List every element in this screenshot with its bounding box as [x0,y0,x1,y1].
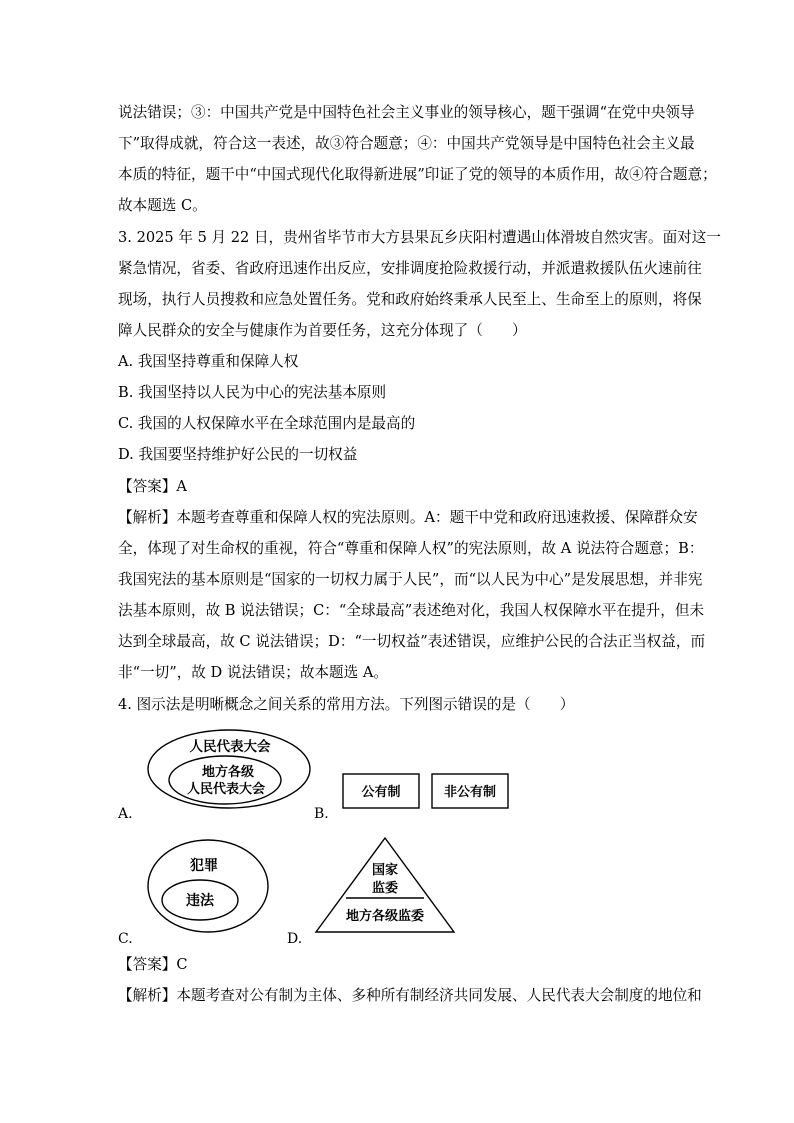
diagram-a-letter: A. [118,806,133,822]
outer-circle [148,840,268,932]
diagram-a-inner-label-1: 地方各级 [201,765,255,780]
text-line: 本质的特征，题干中“中国式现代化取得新进展”印证了党的领导的本质作用，故④符合题意； [118,166,717,183]
option-d: D. 我国要坚持维护好公民的一切权益 [118,446,358,463]
text-line: 障人民群众的安全与健康作为首要任务，这充分体现了（ ） [118,322,527,339]
diagram-c-outer-label: 犯罪 [190,858,218,874]
diagram-b-letter: B. [314,806,329,822]
text-line: 我国宪法的基本原则是“国家的一切权力属于人民”，而“以人民为中心”是发展思想，并非宪 [118,571,703,588]
analysis-text: 【解析】本题考查尊重和保障人权的宪法原则。A：题干中党和政府迅速救援、保障群众安 [118,509,698,526]
text-line: 全，体现了对生命权的重视，符合“尊重和保障人权”的宪法原则，故 A 说法符合题意；B： [118,540,704,557]
text-line: 紧急情况，省委、省政府迅速作出反应，安排调度抢险救援行动，并派遣救援队伍火速前往 [118,260,702,277]
diagram-a-outer-label: 人民代表大会 [189,739,271,755]
text-line: 法基本原则，故 B 说法错误；C：“全球最高”表述绝对化，我国人权保障水平在提升，但未 [118,602,705,619]
text-line: 说法错误；③：中国共产党是中国特色社会主义事业的领导核心，题干强调“在党中央领导 [118,104,695,121]
question-4-stem: 4. 图示法是明晰概念之间关系的常用方法。下列图示错误的是（ ） [118,696,575,713]
text-line: 下”取得成就，符合这一表述，故③符合题意；④：中国共产党领导是中国特色社会主义最 [118,135,695,152]
question-3-stem: 3. 2025 年 5 月 22 日，贵州省毕节市大方县果瓦乡庆阳村遭遇山体滑坡自然灾害。面对这一 [118,229,721,246]
diagram-d-bottom-label: 地方各级监委 [345,909,425,924]
analysis-text-q4: 【解析】本题考查对公有制为主体、多种所有制经济共同发展、人民代表大会制度的地位和 [118,987,702,1004]
diagram-b [342,773,510,811]
answer-label-q4: 【答案】C [118,956,188,973]
answer-label: 【答案】A [118,478,187,495]
text-line: 非“一切”，故 D 说法错误；故本题选 A。 [118,664,388,681]
diagram-d-letter: D. [287,931,303,947]
option-b: B. 我国坚持以人民为中心的宪法基本原则 [118,384,387,401]
diagram-c-letter: C. [118,931,133,947]
diagram-c [146,838,270,934]
diagram-c-inner-label: 违法 [186,893,214,909]
text-line: 达到全球最高，故 C 说法错误；D：“一切权益”表述错误，应维护公民的合法正当权益，而 [118,633,706,650]
diagram-d-top-label-2: 监委 [371,881,399,896]
diagram-b-box2-label: 非公有制 [443,785,497,800]
option-a: A. 我国坚持尊重和保障人权 [118,353,299,370]
diagram-b-box1-label: 公有制 [361,785,401,800]
diagram-a-inner-label-2: 人民代表大会 [186,782,266,797]
diagram-d-top-label-1: 国家 [371,863,399,878]
text-line: 现场，执行人员搜救和应急处置任务。党和政府始终秉承人民至上、生命至上的原则，将保 [118,291,702,308]
diagram-d [314,836,456,934]
text-line: 故本题选 C。 [118,197,207,214]
option-c: C. 我国的人权保障水平在全球范围内是最高的 [118,415,416,432]
diagram-a [146,728,312,810]
